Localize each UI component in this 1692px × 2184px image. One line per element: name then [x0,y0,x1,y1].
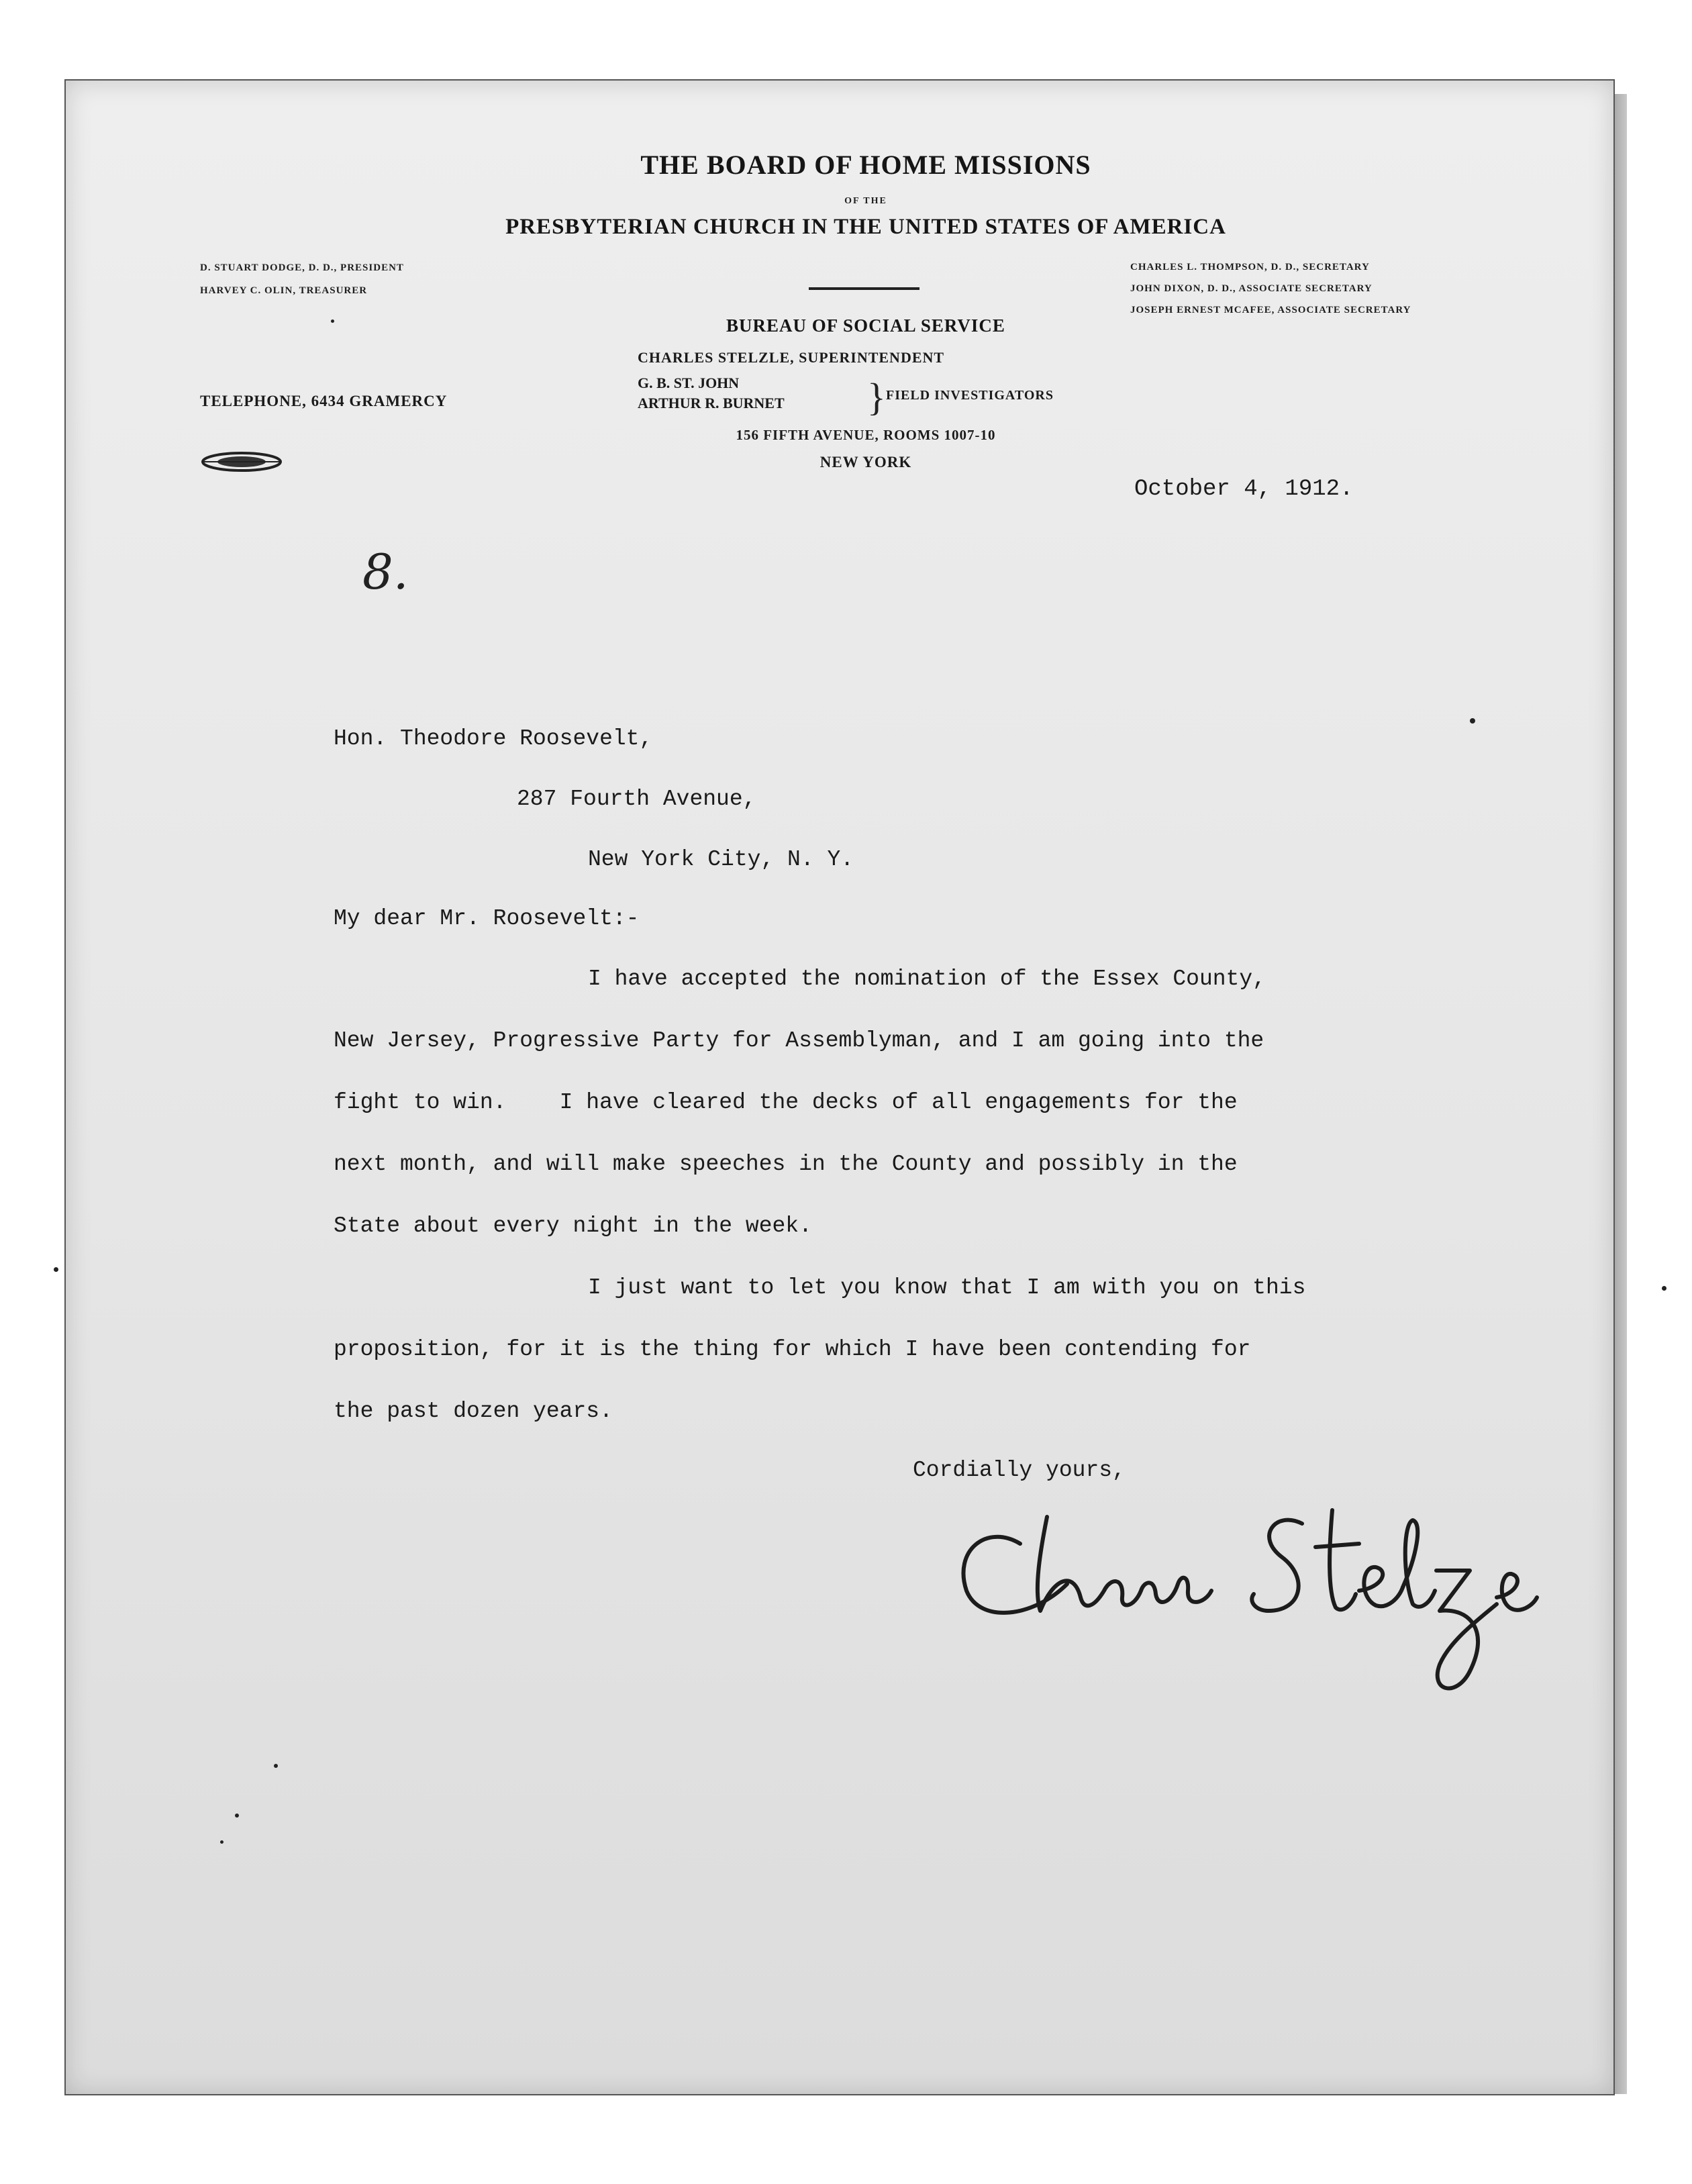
recipient-street: 287 Fourth Avenue, [517,787,756,811]
board-title: THE BOARD OF HOME MISSIONS [640,150,1091,180]
brace-icon: } [867,375,886,419]
officer-secretary: CHARLES L. THOMPSON, D. D., SECRETARY [1130,262,1370,272]
handwritten-number: 8. [362,544,409,600]
officer-treasurer: HARVEY C. OLIN, TREASURER [200,285,368,296]
telephone: TELEPHONE, 6434 GRAMERCY [200,393,448,409]
scan-speck [331,319,334,323]
scan-speck [54,1267,58,1272]
bureau-title: BUREAU OF SOCIAL SERVICE [726,315,1005,336]
body-line: next month, and will make speeches in the County and possibly in the [334,1152,1238,1177]
of-the-label: OF THE [844,196,887,206]
address-city: NEW YORK [819,454,912,470]
body-line: proposition, for it is the thing for which I have been contending for [334,1337,1251,1362]
officer-associate-secretary: JOHN DIXON, D. D., ASSOCIATE SECRETARY [1130,283,1373,294]
recipient-name: Hon. Theodore Roosevelt, [334,726,653,751]
scan-speck [235,1814,239,1818]
recipient-city: New York City, N. Y. [588,847,854,872]
closing: Cordially yours, [913,1458,1126,1483]
bureau-staff [638,349,944,413]
officer-president: D. STUART DODGE, D. D., PRESIDENT [200,262,404,273]
body-line: I just want to let you know that I am with you on this [588,1275,1306,1300]
scan-speck [220,1840,223,1844]
scan-speck [274,1764,278,1768]
scan-speck [1662,1286,1666,1291]
body-line: State about every night in the week. [334,1213,812,1238]
body-line: I have accepted the nomination of the Essex County, [588,966,1266,991]
header-divider [809,287,919,290]
investigator-2: ARTHUR R. BURNET [638,395,785,411]
letter-date: October 4, 1912. [1134,477,1354,502]
investigators-label: FIELD INVESTIGATORS [886,388,1054,403]
address-street: 156 FIFTH AVENUE, ROOMS 1007-10 [736,427,996,443]
scan-speck [1470,718,1475,724]
body-line: fight to win. I have cleared the decks of all engagements for the [334,1090,1238,1115]
salutation: My dear Mr. Roosevelt:- [334,906,640,931]
signature-icon [940,1497,1544,1711]
right-officers [1130,256,1411,321]
officer-associate-secretary-2: JOSEPH ERNEST MCAFEE, ASSOCIATE SECRETARY [1130,305,1411,315]
investigator-1: G. B. ST. JOHN [638,375,740,391]
body-line: New Jersey, Progressive Party for Assemblyman, and I am going into the [334,1028,1264,1053]
left-officers [200,256,404,302]
body-line: the past dozen years. [334,1399,613,1424]
superintendent: CHARLES STELZLE, SUPERINTENDENT [638,349,945,366]
church-title: PRESBYTERIAN CHURCH IN THE UNITED STATES OF AMERICA [505,215,1226,239]
